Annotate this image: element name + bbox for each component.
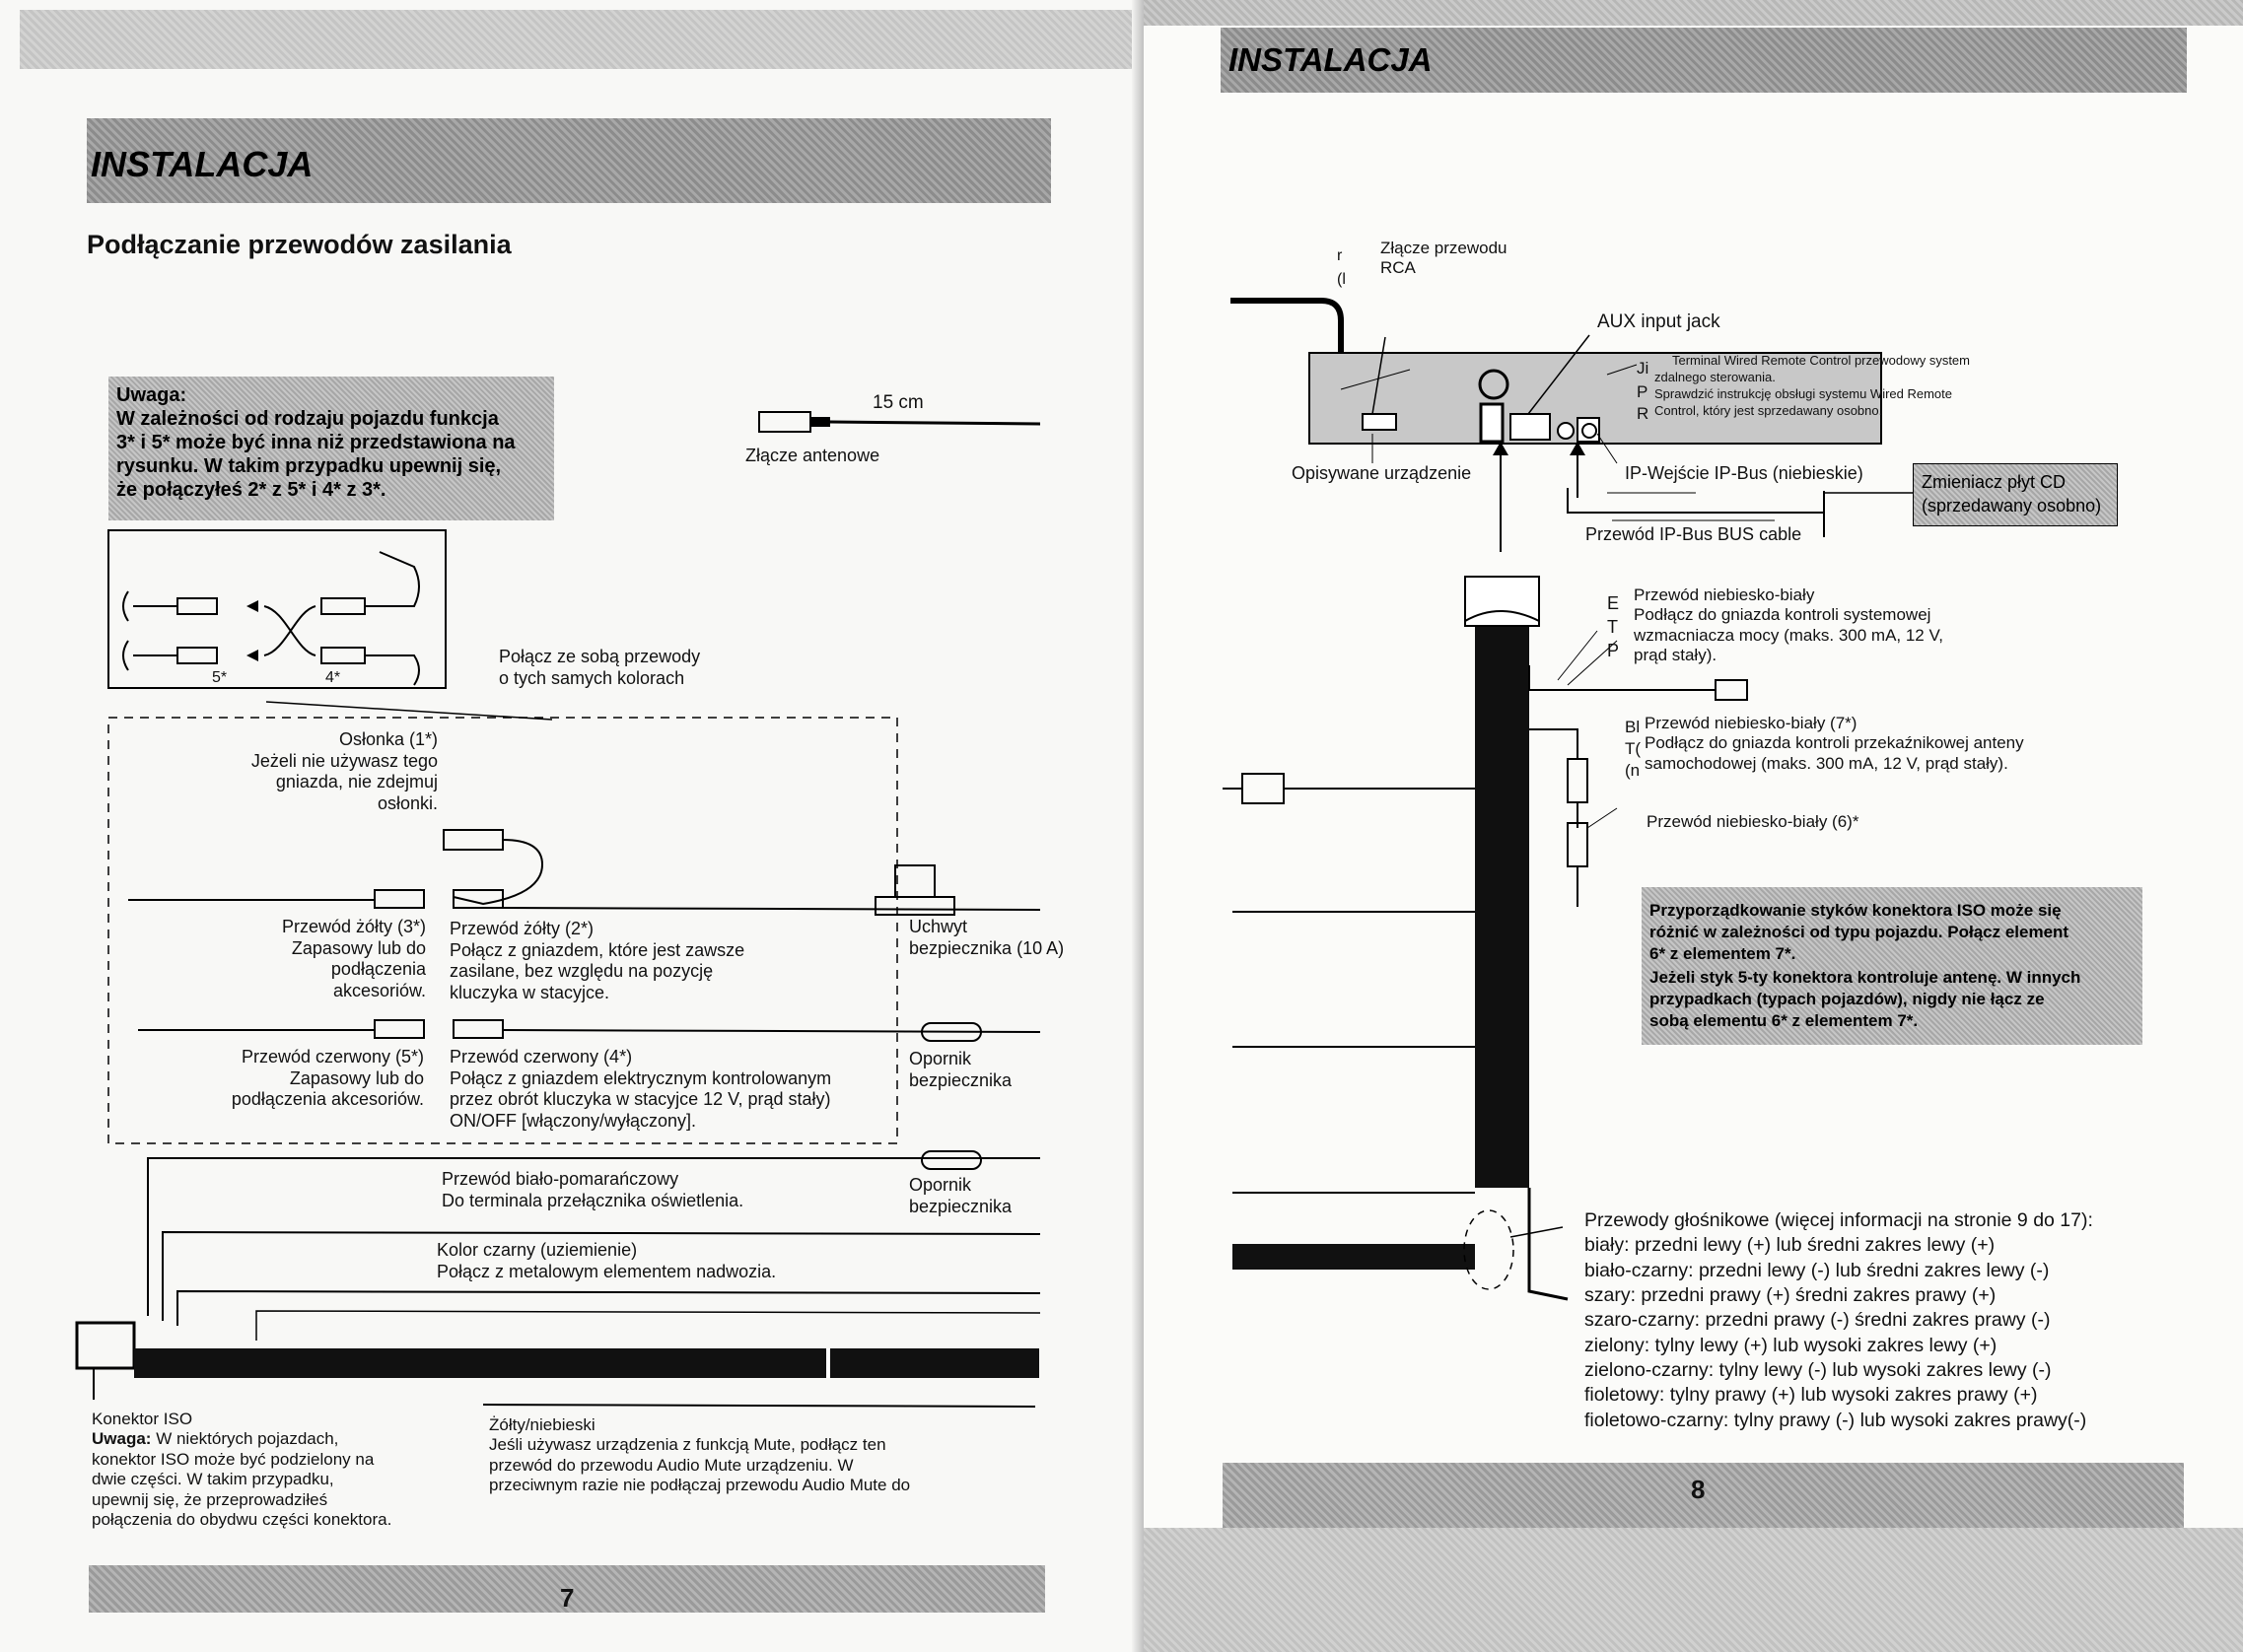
white-orange-label — [442, 1169, 743, 1211]
speaker-line: szary: przedni prawy (+) średni zakres prawy (+) — [1584, 1284, 1997, 1307]
iso-label — [92, 1410, 391, 1530]
bw1-mark-3: P — [1607, 641, 1620, 660]
resistor1-line: bezpiecznika — [909, 1069, 1013, 1090]
terminal-line: zdalnego sterowania. — [1654, 369, 1776, 384]
rca-line: RCA — [1380, 258, 1416, 278]
iso-line: konektor ISO może być podzielony na — [92, 1449, 375, 1469]
iso-note-line: Przyporządkowanie styków konektora ISO może się — [1649, 901, 2062, 920]
yellow2-line: zasilane, bez względu na pozycję — [450, 961, 714, 982]
iso-line: W niektórych pojazdach, — [156, 1429, 339, 1449]
yellow2-line: kluczyka w stacyjce. — [450, 982, 610, 1002]
speaker-harness — [1232, 1244, 1475, 1270]
yellow-blue-line: przewód do przewodu Audio Mute urządzeniu. W — [489, 1455, 854, 1475]
note-line: że połączyłeś 2* z 5* i 4* z 3*. — [116, 479, 386, 501]
cap-label — [251, 729, 438, 814]
left-header-text: INSTALACJA — [91, 144, 314, 184]
fuse-rating: (10 A) — [1016, 937, 1065, 958]
iso-line: dwie części. W takim przypadku, — [92, 1470, 334, 1489]
harness-bar — [134, 1348, 1039, 1378]
terminal-mark-3: R — [1637, 404, 1649, 423]
cd-changer-box — [1913, 463, 2118, 526]
cap-plug — [444, 830, 503, 850]
resistor1-label — [909, 1049, 1012, 1091]
fuse-holder-icon — [895, 865, 935, 897]
bw1-line: Podłącz do gniazda kontroli systemowej — [1634, 605, 1931, 625]
blue-white-7 — [1645, 714, 2024, 774]
iso-line: upewnij się, że przeprowadziłeś — [92, 1489, 328, 1509]
antenna-length: 15 cm — [873, 392, 924, 413]
right-page — [1144, 0, 2243, 1652]
red5-line: podłączenia akcesoriów. — [231, 1089, 424, 1110]
inset-mark-5: 5* — [212, 669, 228, 686]
terminal-line: Terminal Wired Remote Control przewodowy system — [1672, 353, 1970, 368]
bw1-line: wzmacniacza mocy (maks. 300 mA, 12 V, — [1634, 625, 1943, 645]
red4-line: Połącz z gniazdem elektrycznym kontrolowanym — [450, 1067, 832, 1088]
rca-label — [1380, 239, 1507, 279]
speaker-line: fioletowo-czarny: tylny prawy (-) lub wysoki zakres prawy(-) — [1584, 1409, 2087, 1431]
bottom-scan-band — [1144, 1528, 2243, 1652]
rca-mark-1: r — [1337, 247, 1343, 264]
iso-note-line: sobą elementu 6* z elementem 7*. — [1649, 1011, 1919, 1030]
speaker-list — [1584, 1208, 2093, 1433]
bw7-line: Podłącz do gniazda kontroli przekaźnikowej anteny — [1645, 733, 2024, 753]
black-line: Połącz z metalowym elementem nadwozia. — [437, 1261, 777, 1281]
antenna-plug-tip — [810, 417, 830, 427]
bw1-mark-1: E — [1607, 593, 1620, 613]
bw1-line: prąd stały). — [1634, 646, 1717, 665]
red4-line: przez obrót kluczyka w stacyjce 12 V, prąd stały) — [450, 1089, 831, 1110]
antenna-cable — [830, 422, 1040, 424]
red4-line: Przewód czerwony (4*) — [450, 1047, 633, 1067]
fuse-holder-label — [909, 917, 1064, 959]
terminal-mark-2: P — [1637, 382, 1648, 401]
described-device: Opisywane urządzenie — [1292, 463, 1472, 483]
black-line: Kolor czarny (uziemienie) — [437, 1240, 638, 1260]
speaker-line: szaro-czarny: przedni prawy (-) średni zakres prawy (-) — [1584, 1309, 2051, 1332]
iso-note-line: Jeżeli styk 5-ty konektora kontroluje antenę. W innych — [1649, 968, 2081, 987]
antenna-label: Złącze antenowe — [745, 446, 880, 465]
ipbus-input: IP-Wejście IP-Bus (niebieskie) — [1625, 463, 1863, 483]
blue-white-1 — [1634, 585, 1943, 666]
cap-line: Jeżeli nie używasz tego — [250, 750, 438, 771]
right-header-text: INSTALACJA — [1228, 41, 1433, 78]
red5-label — [232, 1047, 424, 1111]
black-label — [437, 1240, 776, 1282]
yellow2-line: Połącz z gniazdem, które jest zawsze — [450, 939, 745, 960]
ipbus-cable: Przewód IP-Bus BUS cable — [1585, 524, 1802, 544]
right-page-number: 8 — [1691, 1475, 1706, 1504]
vertical-harness — [1475, 577, 1529, 1188]
antenna-plug — [759, 412, 810, 432]
note-line: rysunku. W takim przypadku upewnij się, — [116, 455, 502, 477]
bw1-mark-2: T — [1607, 617, 1618, 637]
iso-line: Konektor ISO — [92, 1410, 193, 1428]
inset-box — [108, 530, 446, 688]
note-line: W zależności od rodzaju pojazdu funkcja — [116, 408, 499, 430]
yellow2-label — [450, 919, 744, 1003]
note-line: Uwaga: — [116, 384, 187, 406]
bw7-mark-3: (n — [1625, 761, 1641, 780]
yellow-blue-line: Jeśli używasz urządzenia z funkcją Mute, podłącz ten — [489, 1435, 886, 1455]
resistor2-line: bezpiecznika — [909, 1196, 1013, 1216]
left-page-number: 7 — [560, 1583, 575, 1613]
bw7-mark-1: Bl — [1625, 718, 1641, 736]
rca-mark-2: (l — [1337, 271, 1346, 288]
blue-white-6: Przewód niebiesko-biały (6)* — [1647, 812, 1859, 831]
fuse-holder-line: Uchwyt — [909, 917, 968, 936]
speaker-line: biały: przedni lewy (+) lub średni zakres lewy (+) — [1584, 1234, 1996, 1257]
white-orange-line: Do terminala przełącznika oświetlenia. — [442, 1190, 744, 1210]
bw1-line: Przewód niebiesko-biały — [1634, 585, 1815, 604]
red5-line: Przewód czerwony (5*) — [241, 1047, 424, 1067]
iso-note-line: przypadkach (typach pojazdów), nigdy nie łącz ze — [1649, 990, 2045, 1008]
same-colors-1: Połącz ze sobą przewody — [499, 647, 701, 666]
terminal-line: Sprawdzić instrukcję obsługi systemu Wired Remote — [1654, 385, 1952, 401]
terminal-note — [1654, 353, 1970, 420]
speaker-line: fioletowy: tylny prawy (+) lub wysoki zakres prawy (+) — [1584, 1384, 2038, 1407]
cap-line: gniazda, nie zdejmuj — [275, 772, 438, 792]
iso-note-box — [1642, 887, 2142, 1045]
red4-line: ON/OFF [włączony/wyłączony]. — [450, 1110, 697, 1131]
white-orange-line: Przewód biało-pomarańczowy — [442, 1169, 679, 1189]
iso-note-line: 6* z elementem 7*. — [1649, 944, 1796, 963]
resistor-icon — [922, 1151, 981, 1169]
iso-note-label: Uwaga: — [92, 1429, 152, 1449]
yellow3-line: akcesoriów. — [332, 980, 426, 1000]
iso-note-line: różnić w zależności od typu pojazdu. Połącz element — [1649, 923, 2069, 941]
bw7-mark-2: T( — [1625, 739, 1642, 758]
resistor2-line: Opornik — [909, 1175, 972, 1195]
aux-label: AUX input jack — [1597, 311, 1720, 332]
yellow-blue-label — [489, 1415, 910, 1496]
iso-line: połączenia do obydwu części konektora. — [92, 1509, 392, 1529]
cd-changer-line: Zmieniacz płyt CD — [1922, 472, 2067, 492]
yellow2-line: Przewód żółty (2*) — [450, 919, 595, 938]
red4-label — [450, 1047, 831, 1132]
inset-mark-4: 4* — [325, 669, 341, 686]
resistor1-line: Opornik — [909, 1049, 972, 1068]
yellow3-line: podłączenia — [330, 959, 426, 980]
yellow3-label — [282, 917, 426, 1001]
cap-line: osłonki. — [377, 792, 438, 813]
resistor2-label — [909, 1175, 1012, 1217]
note-line: 3* i 5* może być inna niż przedstawiona na — [116, 432, 516, 453]
terminal-mark-1: Ji — [1637, 359, 1649, 378]
yellow3-line: Przewód żółty (3*) — [281, 917, 426, 936]
fuse-holder-line: bezpiecznika — [909, 937, 1013, 958]
speaker-line: zielony: tylny lewy (+) lub wysoki zakres lewy (+) — [1584, 1334, 1998, 1356]
section-title: Podłączanie przewodów zasilania — [87, 230, 512, 259]
speaker-line: biało-czarny: przedni lewy (-) lub średni zakres lewy (-) — [1584, 1259, 2050, 1281]
cap-line: Osłonka (1*) — [338, 729, 438, 749]
terminal-line: Control, który jest sprzedawany osobno. — [1654, 402, 1883, 418]
yellow-blue-line: przeciwnym razie nie podłączaj przewodu Audio Mute do — [489, 1476, 911, 1495]
bw7-line: Przewód niebiesko-biały (7*) — [1645, 714, 1857, 732]
rca-line: Złącze przewodu — [1380, 239, 1507, 257]
same-colors-2: o tych samych kolorach — [499, 668, 685, 688]
yellow-blue-line: Żółty/niebieski — [489, 1415, 596, 1434]
iso-connector-icon — [77, 1323, 134, 1368]
speaker-line: Przewody głośnikowe (więcej informacji na stronie 9 do 17): — [1584, 1209, 2093, 1231]
bw7-line: samochodowej (maks. 300 mA, 12 V, prąd stały). — [1645, 753, 2008, 773]
yellow3-line: Zapasowy lub do — [291, 937, 426, 958]
cd-changer-line: (sprzedawany osobno) — [1922, 496, 2102, 516]
speaker-line: zielono-czarny: tylny lewy (-) lub wysoki zakres lewy (-) — [1584, 1359, 2052, 1382]
red5-line: Zapasowy lub do — [289, 1067, 424, 1088]
